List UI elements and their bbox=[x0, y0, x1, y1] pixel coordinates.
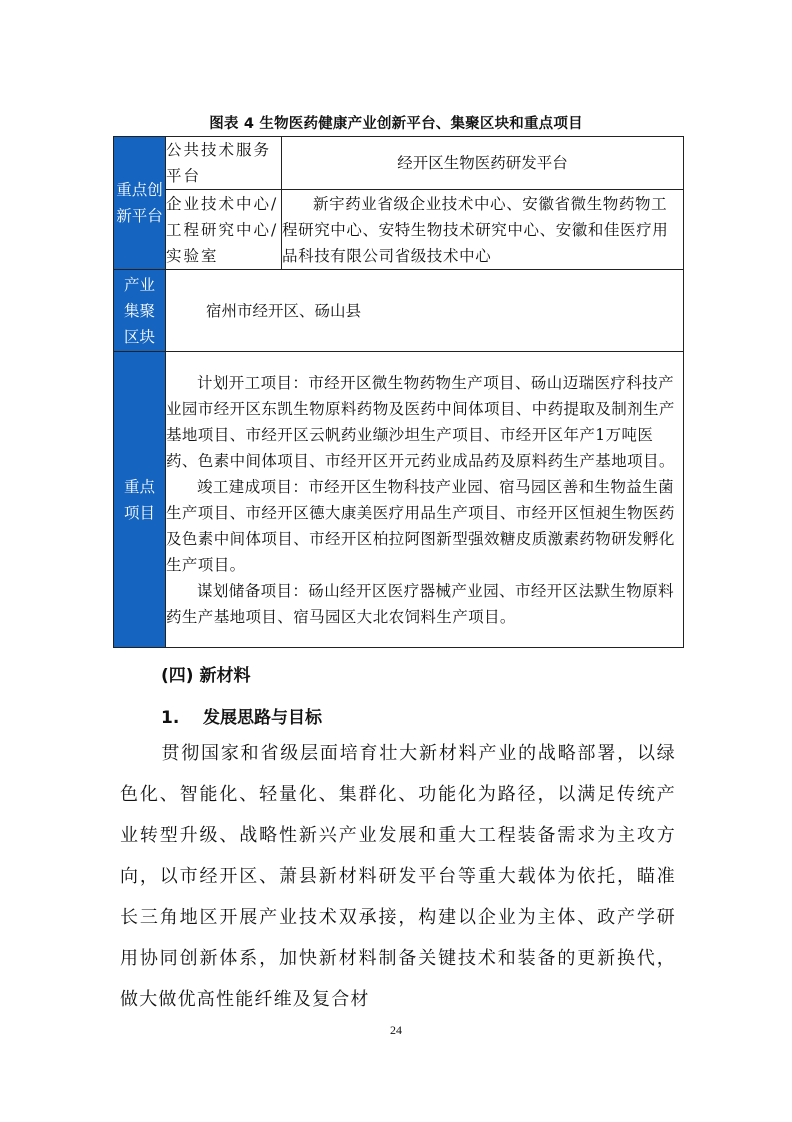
subsection-title: 发展思路与目标 bbox=[203, 708, 322, 728]
value-cluster bbox=[166, 270, 684, 352]
category-label: 重点创新平台 bbox=[116, 181, 163, 225]
body-text bbox=[120, 733, 676, 1020]
value-enterprise bbox=[282, 190, 684, 270]
table-caption: 图表 4 生物医药健康产业创新平台、集聚区块和重点项目 bbox=[209, 116, 583, 132]
project-paragraph-reserve: 谋划储备项目：砀山经开区医疗器械产业园、市经开区法默生物原料药生产基地项目、宿马园区大北农饲料生产项目。 bbox=[166, 581, 675, 626]
category-label: 重点项目 bbox=[124, 477, 156, 522]
subsection-number: 1. bbox=[161, 708, 180, 728]
project-paragraph-start: 计划开工项目：市经开区微生物药物生产项目、砀山迈瑞医疗科技产业园市经开区东凯生物原料药物及医药中间体项目、中药提取及制剂生产基地项目、市经开区云帆药业缬沙坦生产项目、市经开区年产1万吨医药、色素中间体项目、市经开区开元药业成品药及原料药生产基地项目。 bbox=[166, 373, 675, 470]
platform-table bbox=[113, 136, 684, 648]
category-cell-platform bbox=[114, 137, 166, 270]
sub-label-public: 公共技术服务平台 bbox=[166, 137, 282, 190]
enterprise-text: 新宇药业省级企业技术中心、安徽省微生物药物工程研究中心、安特生物技术研究中心、安徽和佳医疗用品科技有限公司省级技术中心 bbox=[282, 194, 669, 265]
page-number: 24 bbox=[390, 1023, 402, 1037]
project-paragraph-completed: 竣工建成项目：市经开区生物科技产业园、宿马园区善和生物益生菌生产项目、市经开区德大康美医疗用品生产项目、市经开区恒昶生物医药及色素中间体项目、市经开区柏拉阿图新型强效糖皮质激素药物研发孵化生产项目。 bbox=[166, 477, 675, 574]
cluster-text: 宿州市经开区、砀山县 bbox=[206, 301, 362, 320]
table-row bbox=[114, 352, 684, 648]
category-cell-projects bbox=[114, 352, 166, 648]
table-row bbox=[114, 137, 684, 190]
sub-label-enterprise: 企业技术中心/工程研究中心/实验室 bbox=[166, 190, 282, 270]
body-paragraph: 贯彻国家和省级层面培育壮大新材料产业的战略部署，以绿色化、智能化、轻量化、集群化、功能化为路径，以满足传统产业转型升级、战略性新兴产业发展和重大工程装备需求为主攻方向，以市经开区、萧县新材料研发平台等重大载体为依托，瞄准长三角地区开展产业技术双承接，构建以企业为主体、政产学研用协同创新体系，加快新材料制备关键技术和装备的更新换代，做大做优高性能纤维及复合材 bbox=[120, 743, 676, 1010]
subsection-heading bbox=[161, 703, 322, 728]
table-row bbox=[114, 270, 684, 352]
category-label: 产业集聚区块 bbox=[124, 275, 156, 346]
value-projects bbox=[166, 352, 684, 648]
table-row bbox=[114, 190, 684, 270]
category-cell-cluster bbox=[114, 270, 166, 352]
value-public: 经开区生物医药研发平台 bbox=[282, 137, 684, 190]
section-heading: (四) 新材料 bbox=[161, 666, 251, 686]
